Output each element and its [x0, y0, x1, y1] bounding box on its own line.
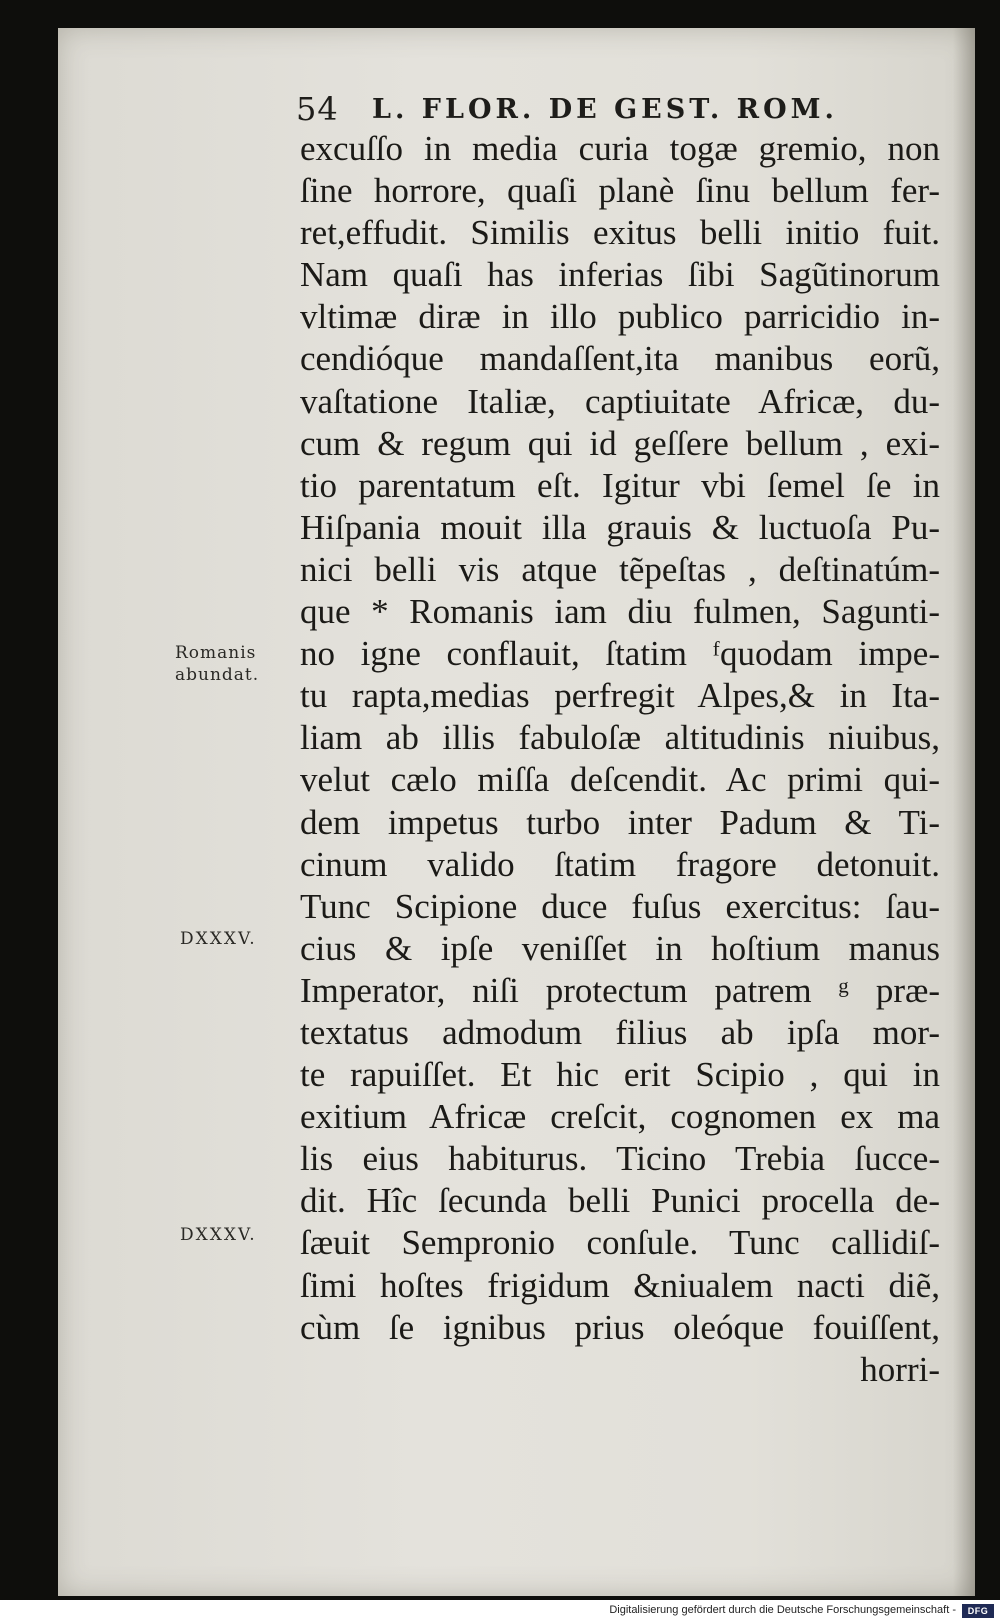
text-line: ſæuit Sempronio conſule. Tunc callidiſ- [300, 1223, 940, 1263]
page-number: 54 [296, 90, 339, 128]
text-line: ſine horrore, quaſi planè ſinu bellum fer- [300, 171, 940, 211]
text-line: cùm ſe ignibus prius oleóque fouiſſent, [300, 1307, 940, 1347]
margin-note-line: abundat. [175, 665, 260, 685]
text-line: cinum valido ſtatim fragore detonuit. [300, 844, 940, 884]
text-line: dit. Hîc ſecunda belli Punici procella de- [300, 1181, 940, 1221]
running-title: L. FLOR. DE GEST. ROM. [372, 94, 838, 125]
text-line: ſimi hoſtes frigidum &niualem nacti diẽ, [300, 1265, 940, 1305]
margin-note-year: DXXXV. [180, 1225, 257, 1245]
page-header [296, 90, 936, 130]
text-line: dem impetus turbo inter Padum & Ti- [300, 802, 940, 842]
text-line: nici belli vis atque tẽpeſtas , deſtinatúm- [300, 549, 940, 589]
text-line: exitium Africæ creſcit, cognomen ex ma [300, 1097, 940, 1137]
text-line: que * Romanis iam diu fulmen, Sagunti- [300, 592, 940, 632]
text-line: liam ab illis fabuloſæ altitudinis niuibus, [300, 718, 940, 758]
text-line: no igne conflauit, ſtatim ᶠquodam impe- [300, 634, 940, 674]
body-text [300, 128, 940, 1391]
footer-bar [0, 1600, 1000, 1623]
text-line: cius & ipſe veniſſet in hoſtium manus [300, 928, 940, 968]
text-line: excuſſo in media curia togæ gremio, non [300, 129, 940, 168]
text-line: te rapuiſſet. Et hic erit Scipio , qui in [300, 1055, 940, 1095]
text-line: cum & regum qui id geſſere bellum , exi- [300, 423, 940, 463]
margin-note-line: Romanis [175, 643, 257, 663]
book-page [58, 28, 975, 1596]
text-line: tu rapta,medias perfregit Alpes,& in Ita- [300, 676, 940, 716]
margin-note-year: DXXXV. [180, 929, 257, 949]
text-line: velut cælo miſſa deſcendit. Ac primi qui- [300, 760, 940, 800]
text-line: ret,effudit. Similis exitus belli initio fuit. [300, 213, 940, 253]
funding-credit: Digitalisierung gefördert durch die Deutsche Forschungsgemeinschaft - [609, 1604, 956, 1616]
text-line: Nam quaſi has inferias ſibi Sagũtinorum [300, 255, 940, 295]
text-line: textatus admodum filius ab ipſa mor- [300, 1012, 940, 1052]
dfg-logo: DFG [962, 1604, 994, 1618]
text-line: tio parentatum eſt. Igitur vbi ſemel ſe in [300, 465, 940, 505]
text-line: vltimæ diræ in illo publico parricidio in- [300, 297, 940, 337]
text-line: vaſtatione Italiæ, captiuitate Africæ, du- [300, 381, 940, 421]
text-line: Imperator, niſi protectum patrem ᵍ præ- [300, 970, 940, 1010]
margin-note-romanis [175, 642, 259, 686]
text-line: lis eius habiturus. Ticino Trebia ſucce- [300, 1139, 940, 1179]
text-line: Tunc Scipione duce fuſus exercitus: ſau- [300, 886, 940, 926]
text-line: Hiſpania mouit illa grauis & luctuoſa Pu- [300, 507, 940, 547]
catchword: horri- [860, 1349, 940, 1389]
text-line: cendióque mandaſſent,ita manibus eorũ, [300, 339, 940, 379]
